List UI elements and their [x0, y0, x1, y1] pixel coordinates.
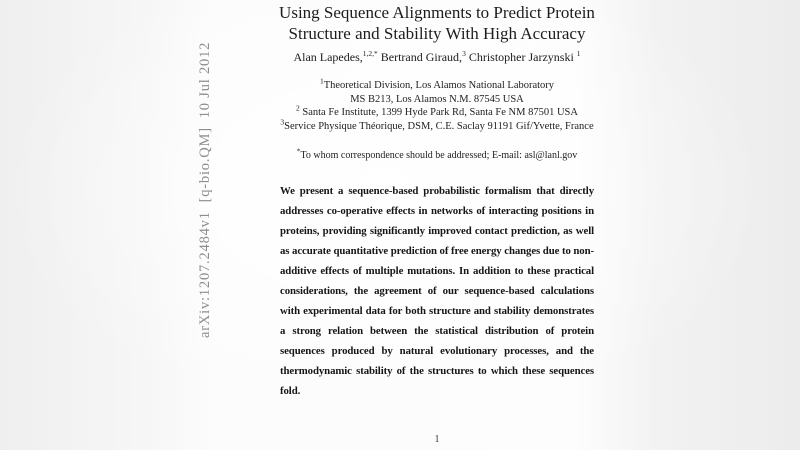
- page-number: 1: [434, 434, 440, 445]
- author-affil-marker: 3: [462, 49, 466, 58]
- author-name: Bertrand Giraud,: [377, 50, 463, 64]
- affiliation-line: [252, 103, 622, 120]
- arxiv-watermark: arXiv:1207.2484v1 [q-bio.QM] 10 Jul 2012: [197, 41, 213, 338]
- correspondence-line: [252, 146, 622, 161]
- affiliation-text: MS B213, Los Alamos N.M. 87545 USA: [350, 93, 524, 105]
- affiliation-line: [252, 117, 622, 134]
- author-name: Christopher Jarzynski: [465, 50, 577, 64]
- paper-content: [252, 0, 622, 401]
- correspondence-text: To whom correspondence should be addressed; E-mail: asl@lanl.gov: [300, 150, 578, 161]
- affiliation-marker: 3: [280, 117, 285, 126]
- author-name: Alan Lapedes,: [293, 50, 363, 64]
- affiliation-line: [252, 93, 622, 107]
- author-affil-marker: 1: [576, 49, 581, 58]
- affiliation-marker: 1: [319, 76, 324, 86]
- affiliations-block: [252, 76, 622, 133]
- affiliation-line: [252, 76, 622, 93]
- affiliation-marker: 2: [296, 103, 300, 113]
- affiliation-text: Theoretical Division, Los Alamos National Laboratory: [323, 80, 555, 91]
- correspondence-marker: *: [296, 146, 301, 156]
- paper-title: [252, 0, 622, 44]
- affiliation-text: Santa Fe Institute, 1399 Hyde Park Rd, Santa Fe NM 87501 USA: [299, 107, 578, 118]
- author-affil-marker: 1,2,*: [362, 49, 378, 58]
- author-line: [252, 50, 622, 65]
- abstract-text: We present a sequence-based probabilistic formalism that directly addresses co-operative effects in networks of interacting positions in proteins, providing significantly improved contact prediction, as well as accurate quantitative prediction of free energy changes due to non-additive effects of multiple mutations. In addition to these practical considerations, the agreement of our sequence-based calculations with experimental data for both structure and stability demonstrates a strong relation between the statistical distribution of protein sequences produced by natural evolutionary processes, and the thermodynamic stability of the structures to which these sequences fold.: [280, 185, 594, 397]
- paper-title-line2: Structure and Stability With High Accuracy: [288, 24, 586, 43]
- paper-title-line1: Using Sequence Alignments to Predict Protein: [279, 3, 595, 22]
- affiliation-text: Service Physique Théorique, DSM, C.E. Saclay 91191 Gif/Yvette, France: [284, 120, 594, 132]
